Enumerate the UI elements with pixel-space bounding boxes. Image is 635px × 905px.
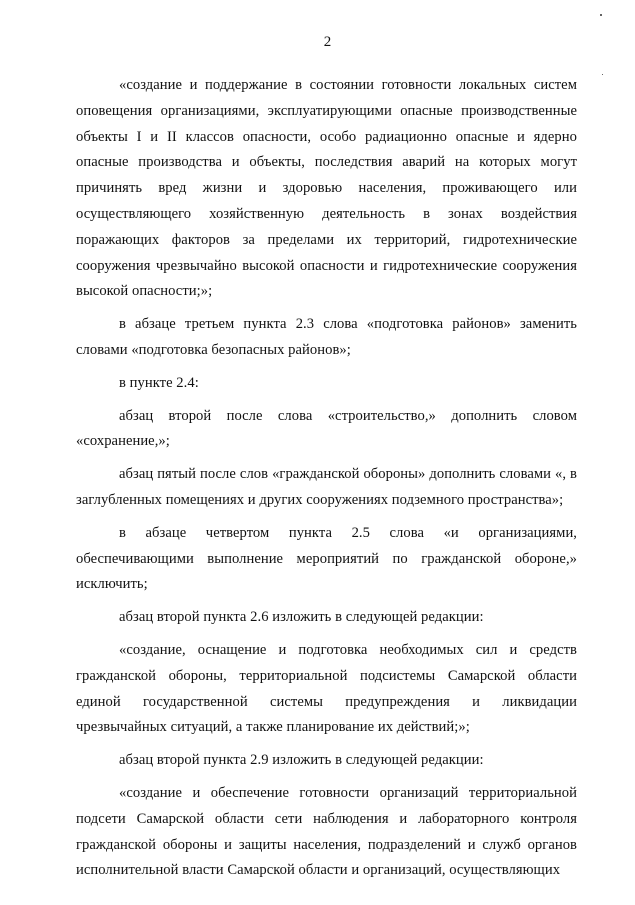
scan-speck (600, 14, 602, 16)
paragraph-9: абзац второй пункта 2.9 изложить в следующей редакции: (119, 752, 484, 769)
paragraph-1: «создание и поддержание в состоянии готовности локальных систем оповещения организациями, эксплуатирующими опасные производственные объекты I и II классов опасности, особо радиационно опасные и ядерно опасные производства и объекты, последствия аварий на которых могут причинять вред жизни и здоровью населения, проживающего или осуществляющего хозяйственную деятельность в зонах воздействия поражающих факторов за пределами их территорий, гидротехнические сооружения чрезвычайно высокой опасности и гидротехнические сооружения высокой опасности;»; (76, 77, 577, 300)
paragraph-10: «создание и обеспечение готовности организаций территориальной подсети Самарской области сети наблюдения и лабораторного контроля гражданской обороны и защиты населения, подразделений и служб органов исполнительной власти Самарской области и организаций, осуществляющих (76, 784, 577, 879)
paragraph-5: абзац пятый после слов «гражданской обороны» дополнить словами «, в заглубленных помещениях и других сооружениях подземного пространства»; (76, 466, 577, 508)
scan-speck (602, 74, 603, 75)
paragraph-4: абзац второй после слова «строительство,» дополнить словом «сохранение,»; (76, 407, 577, 450)
paragraph-8: «создание, оснащение и подготовка необходимых сил и средств гражданской обороны, территориальной подсистемы Самарской области единой государственной системы предупреждения и ликвидации чрезвычайных ситуаций, а также планирование их действий;»; (76, 641, 577, 736)
paragraph-7: абзац второй пункта 2.6 изложить в следующей редакции: (119, 609, 484, 626)
paragraph-6: в абзаце четвертом пункта 2.5 слова «и организациями, обеспечивающими выполнение мероприятий по гражданской обороне,» исключить; (76, 524, 577, 593)
paragraph-2: в абзаце третьем пункта 2.3 слова «подготовка районов» заменить словами «подготовка безопасных районов»; (76, 316, 577, 358)
page-number: 2 (323, 34, 332, 50)
paragraph-3: в пункте 2.4: (119, 374, 199, 391)
